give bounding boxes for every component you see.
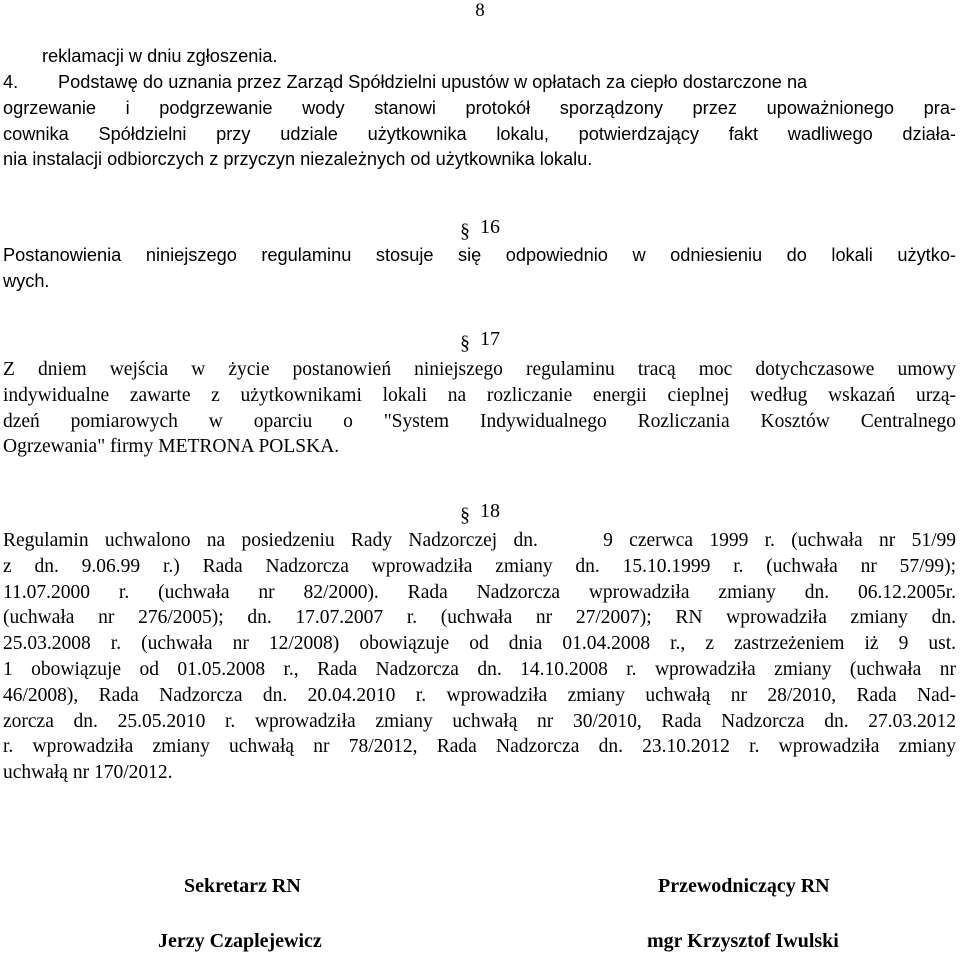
paragraph-line: Regulamin uchwalono na posiedzeniu Rady Nadzorczej dn. 9 czerwca 1999 r. (uchwała nr 51/99 — [3, 530, 956, 551]
section-16-paragraph — [3, 243, 956, 295]
section-mark: § — [460, 332, 470, 354]
page-number: 8 — [475, 0, 485, 21]
section-mark: § — [460, 220, 470, 242]
list-item-text — [3, 70, 956, 173]
paragraph-line: 1 obowiązuje od 01.05.2008 r., Rada Nadzorcza dn. 14.10.2008 r. wprowadziła zmiany (uchwała nr — [3, 658, 956, 680]
paragraph-line: Podstawę do uznania przez Zarząd Spółdzielni upustów w opłatach za ciepło dostarczone na — [58, 72, 808, 92]
paragraph-line: nia instalacji odbiorczych z przyczyn niezależnych od użytkownika lokalu. — [3, 149, 593, 170]
section-18-paragraph — [3, 528, 956, 786]
paragraph-line: dzeń pomiarowych w oparciu o "System Indywidualnego Rozliczania Kosztów Centralnego — [3, 410, 956, 432]
paragraph-line: zorcza dn. 25.05.2010 r. wprowadziła zmiany uchwałą nr 30/2010, Rada Nadzorcza dn. 27.03.2012 — [3, 710, 956, 732]
paragraph-line: cownika Spółdzielni przy udziale użytkownika lokalu, potwierdzający fakt wadliwego działa- — [3, 123, 956, 144]
section-number: 17 — [480, 328, 500, 350]
paragraph-line: Ogrzewania" firmy METRONA POLSKA. — [3, 436, 340, 458]
signature-right-title: Przewodniczący RN — [658, 875, 830, 897]
section-number: 16 — [480, 216, 500, 238]
list-item-number: 4. — [3, 72, 19, 92]
paragraph-line: ogrzewanie i podgrzewanie wody stanowi protokół sporządzony przez upoważnionego pra- — [3, 97, 956, 118]
signature-left-title: Sekretarz RN — [184, 875, 301, 897]
paragraph-line: (uchwała nr 276/2005); dn. 17.07.2007 r. (uchwała nr 27/2007); RN wprowadziła zmiany dn. — [3, 607, 956, 629]
paragraph-line: z dn. 9.06.99 r.) Rada Nadzorcza wprowadziła zmiany dn. 15.10.1999 r. (uchwała nr 57/99); — [3, 555, 956, 577]
paragraph-line: r. wprowadziła zmiany uchwałą nr 78/2012, Rada Nadzorcza dn. 23.10.2012 r. wprowadziła zmiany — [3, 736, 956, 758]
signature-left-name: Jerzy Czaplejewicz — [158, 930, 322, 952]
paragraph-line: 11.07.2000 r. (uchwała nr 82/2000). Rada Nadzorcza wprowadziła zmiany dn. 06.12.2005r. — [3, 581, 956, 603]
paragraph-line: reklamacji w dniu zgłoszenia. — [42, 46, 278, 66]
paragraph-line: 46/2008), Rada Nadzorcza dn. 20.04.2010 r. wprowadziła zmiany uchwałą nr 28/2010, Rada Nad- — [3, 684, 956, 706]
paragraph-line: Z dniem wejścia w życie postanowień niniejszego regulaminu tracą moc dotychczasowe umowy — [3, 359, 956, 380]
signature-right-name: mgr Krzysztof Iwulski — [647, 930, 839, 952]
paragraph-line: wych. — [3, 270, 50, 291]
section-number: 18 — [480, 500, 500, 522]
paragraph-line: 25.03.2008 r. (uchwała nr 12/2008) obowiązuje od dnia 01.04.2008 r., z zastrzeżeniem iż 9 ust. — [3, 633, 956, 655]
paragraph-line: Postanowienia niniejszego regulaminu stosuje się odpowiednio w odniesieniu do lokali użytko- — [3, 245, 956, 265]
section-mark: § — [460, 504, 470, 526]
paragraph-line: indywidualne zawarte z użytkownikami lokali na rozliczanie energii cieplnej według wskazań urzą- — [3, 384, 956, 406]
continuation-paragraph — [3, 44, 956, 70]
paragraph-line: uchwałą nr 170/2012. — [3, 762, 173, 784]
section-17-paragraph — [3, 357, 956, 460]
